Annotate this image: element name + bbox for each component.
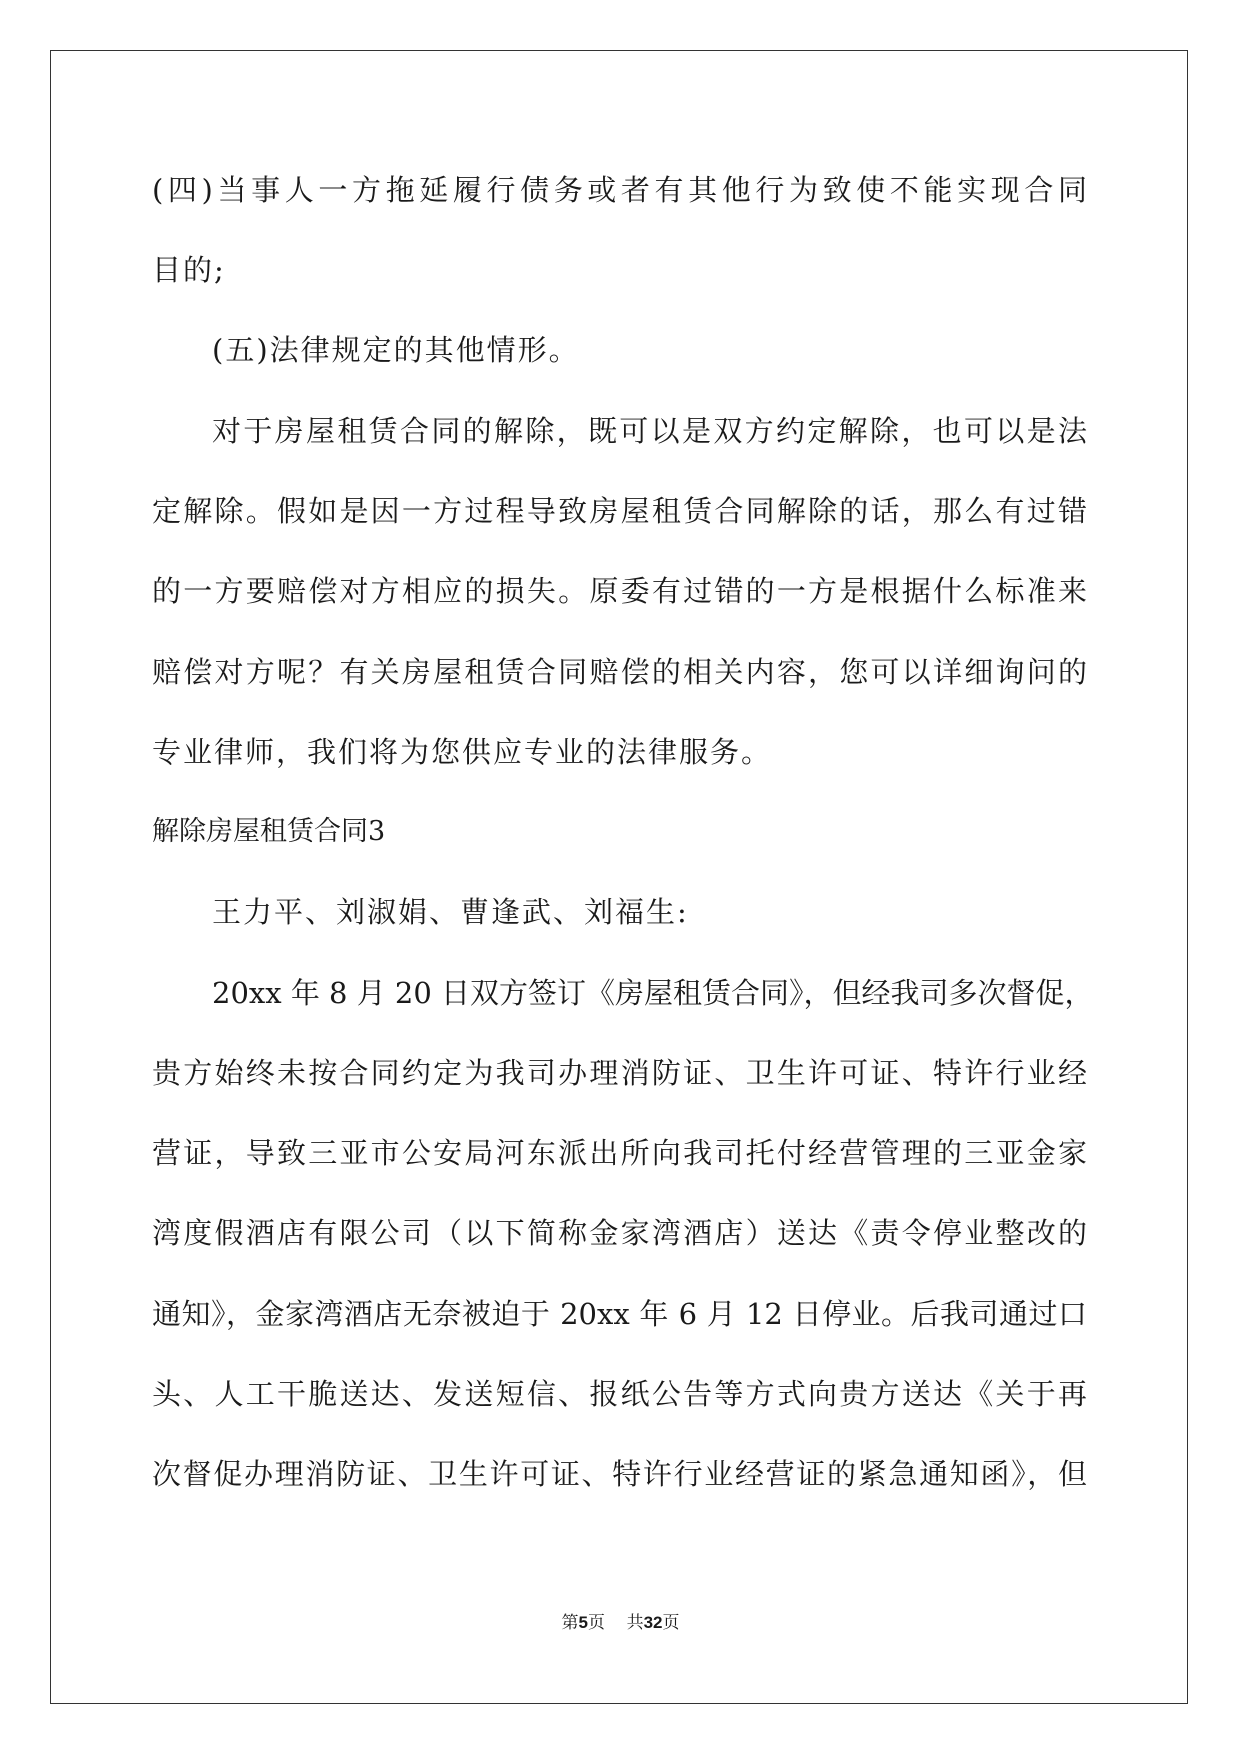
paragraph-line: 王力平、刘淑娟、曹逢武、刘福生: [212, 895, 689, 929]
paragraph-line: 20xx 年 8 月 20 日双方签订《房屋租赁合同》，但经我司多次督促， [212, 976, 1094, 1010]
paragraph-line: 贵方始终未按合同约定为我司办理消防证、卫生许可证、特许行业经 [152, 1056, 1087, 1090]
paragraph-line: 赔偿对方呢？有关房屋租赁合同赔偿的相关内容，您可以详细询问的 [152, 655, 1087, 689]
paragraph-line: 次督促办理消防证、卫生许可证、特许行业经营证的紧急通知函》，但 [152, 1457, 1087, 1491]
paragraph-line: 定解除。假如是因一方过程导致房屋租赁合同解除的话，那么有过错 [152, 494, 1087, 528]
paragraph-line: 的一方要赔偿对方相应的损失。原委有过错的一方是根据什么标准来 [152, 574, 1087, 608]
current-page-number: 5 [578, 1613, 588, 1632]
footer-total-prefix: 共 [626, 1613, 644, 1633]
paragraph-line: 专业律师，我们将为您供应专业的法律服务。 [152, 735, 773, 769]
paragraph-line: 头、人工干脆送达、发送短信、报纸公告等方式向贵方送达《关于再 [152, 1377, 1087, 1411]
paragraph-line: 通知》，金家湾酒店无奈被迫于 20xx 年 6 月 12 日停业。后我司通过口 [152, 1297, 1087, 1331]
footer-prefix: 第 [561, 1613, 579, 1633]
footer-page-suffix: 页 [587, 1613, 605, 1633]
paragraph-line: 湾度假酒店有限公司（以下简称金家湾酒店）送达《责令停业整改的 [152, 1216, 1087, 1250]
paragraph-line: 营证，导致三亚市公安局河东派出所向我司托付经营管理的三亚金家 [152, 1136, 1087, 1170]
page-footer [0, 1611, 1241, 1635]
section-heading: 解除房屋租赁合同3 [152, 816, 386, 847]
footer-total-suffix: 页 [662, 1613, 680, 1633]
total-page-count: 32 [643, 1613, 663, 1632]
paragraph-line: 对于房屋租赁合同的解除，既可以是双方约定解除，也可以是法 [212, 414, 1087, 448]
paragraph-line: (五)法律规定的其他情形。 [212, 333, 580, 367]
paragraph-line: (四)当事人一方拖延履行债务或者有其他行为致使不能实现合同 [152, 173, 1087, 207]
paragraph-line: 目的; [152, 253, 226, 287]
